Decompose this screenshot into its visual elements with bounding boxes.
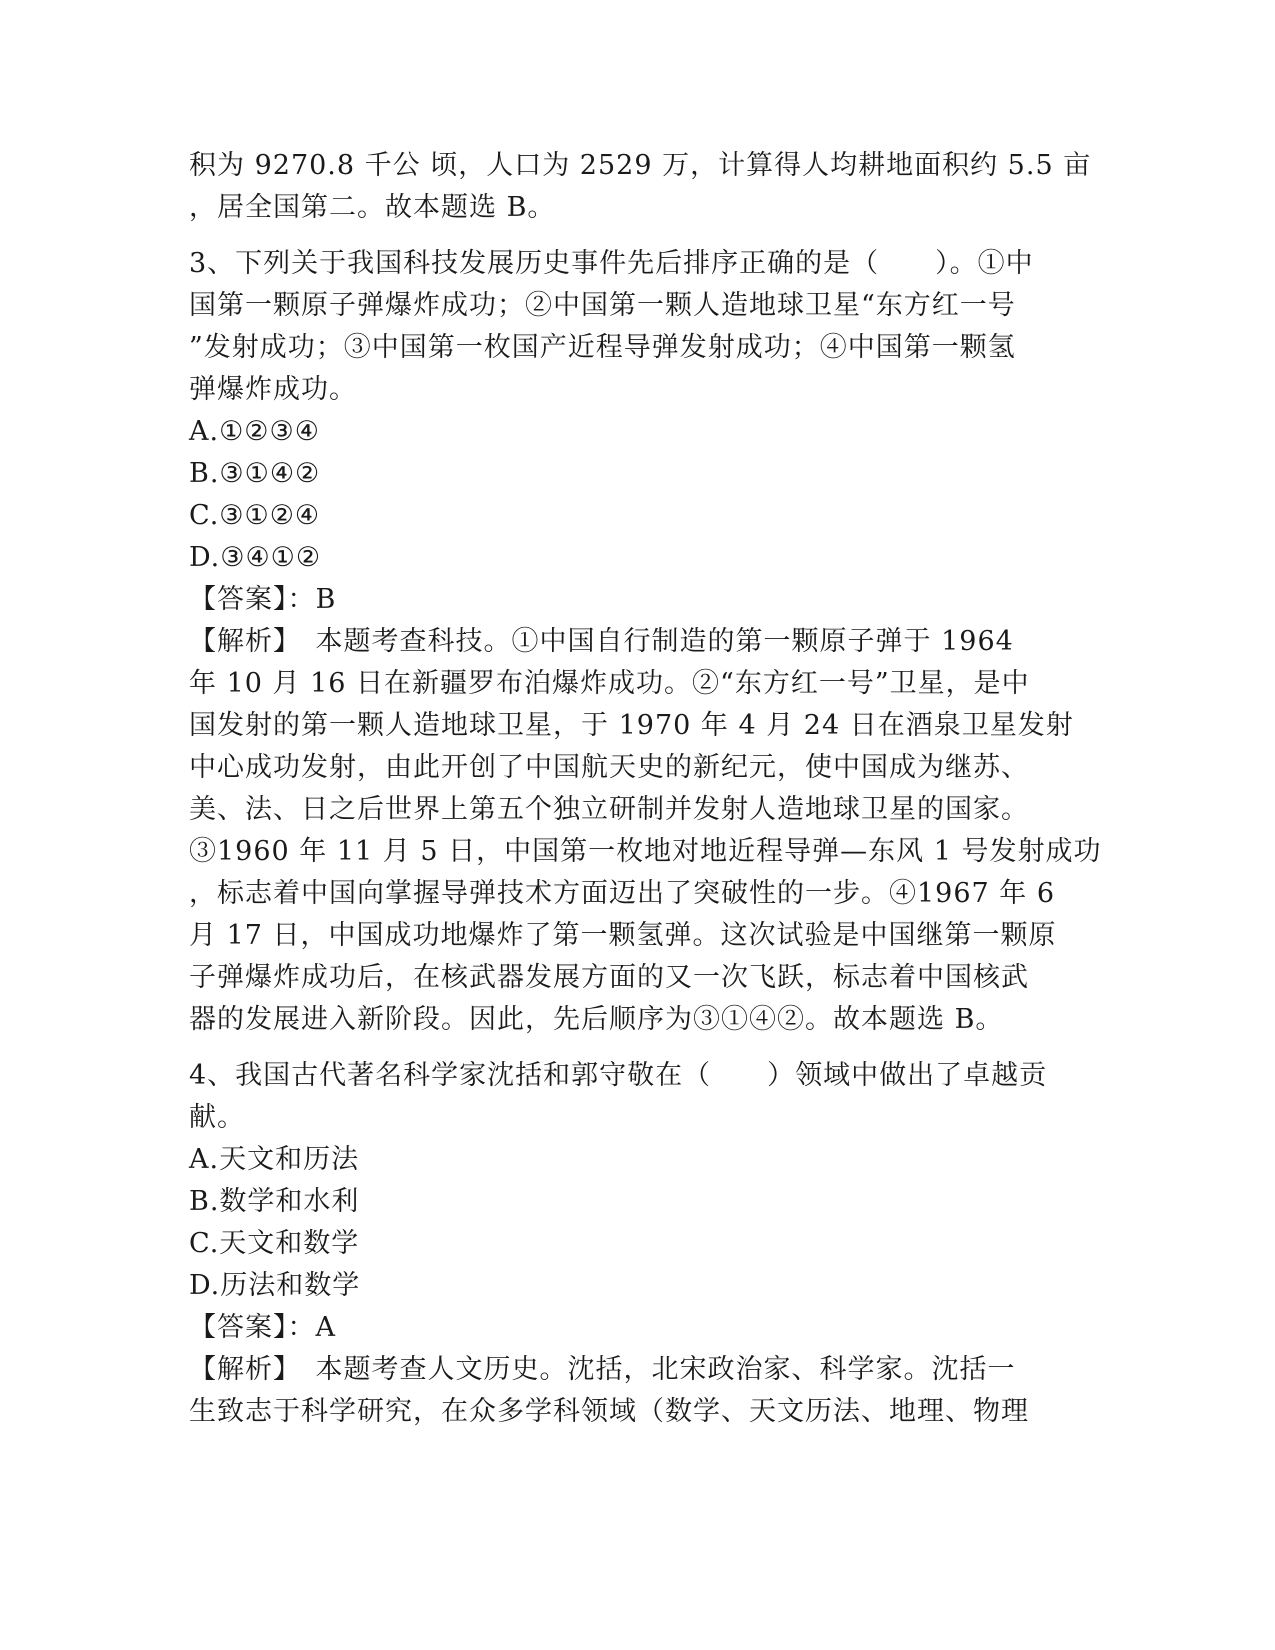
analysis-line: 国发射的第一颗人造地球卫星，于 1970 年 4 月 24 日在酒泉卫星发射: [189, 710, 1074, 741]
option-a: A.①②③④: [189, 416, 320, 447]
option-c: C.③①②④: [189, 500, 321, 531]
analysis-line: 生致志于科学研究，在众多学科领域（数学、天文历法、地理、物理: [189, 1396, 1029, 1427]
option-d: D.历法和数学: [189, 1270, 361, 1301]
analysis-line: 【解析】 本题考查科技。①中国自行制造的第一颗原子弹于 1964: [189, 626, 1014, 657]
question-stem-line: 国第一颗原子弹爆炸成功；②中国第一颗人造地球卫星“东方红一号: [189, 290, 1016, 321]
question-stem-line: 4、我国古代著名科学家沈括和郭守敬在（ ）领域中做出了卓越贡: [189, 1060, 1048, 1091]
question-stem-line: 3、下列关于我国科技发展历史事件先后排序正确的是（ ）。①中: [189, 248, 1034, 279]
question-stem-line: ”发射成功；③中国第一枚国产近程导弹发射成功；④中国第一颗氢: [189, 332, 1016, 363]
analysis-line: ，标志着中国向掌握导弹技术方面迈出了突破性的一步。④1967 年 6: [189, 878, 1056, 909]
question-stem-line: 弹爆炸成功。: [189, 374, 357, 405]
analysis-line: 年 10 月 16 日在新疆罗布泊爆炸成功。②“东方红一号”卫星，是中: [189, 668, 1030, 699]
analysis-line: 月 17 日，中国成功地爆炸了第一颗氢弹。这次试验是中国继第一颗原: [189, 920, 1057, 951]
answer-line: 【答案】：A: [189, 1312, 336, 1343]
analysis-line: ③1960 年 11 月 5 日，中国第一枚地对地近程导弹—东风 1 号发射成功: [189, 836, 1102, 867]
analysis-line: 中心成功发射，由此开创了中国航天史的新纪元，使中国成为继苏、: [189, 752, 1029, 783]
answer-line: 【答案】：B: [189, 584, 337, 615]
analysis-line: 【解析】 本题考查人文历史。沈括，北宋政治家、科学家。沈括一: [189, 1354, 1016, 1385]
option-a: A.天文和历法: [189, 1144, 360, 1175]
analysis-line: 器的发展进入新阶段。因此，先后顺序为③①④②。故本题选 B。: [189, 1004, 1004, 1035]
analysis-line: 子弹爆炸成功后，在核武器发展方面的又一次飞跃，标志着中国核武: [189, 962, 1029, 993]
text-line: 积为 9270.8 千公 顷，人口为 2529 万，计算得人均耕地面积约 5.5 亩: [189, 150, 1092, 181]
option-c: C.天文和数学: [189, 1228, 360, 1259]
option-d: D.③④①②: [189, 542, 322, 573]
option-b: B.③①④②: [189, 458, 321, 489]
question-stem-line: 献。: [189, 1102, 245, 1133]
option-b: B.数学和水利: [189, 1186, 360, 1217]
text-line: ，居全国第二。故本题选 B。: [189, 192, 556, 223]
analysis-line: 美、法、日之后世界上第五个独立研制并发射人造地球卫星的国家。: [189, 794, 1029, 825]
